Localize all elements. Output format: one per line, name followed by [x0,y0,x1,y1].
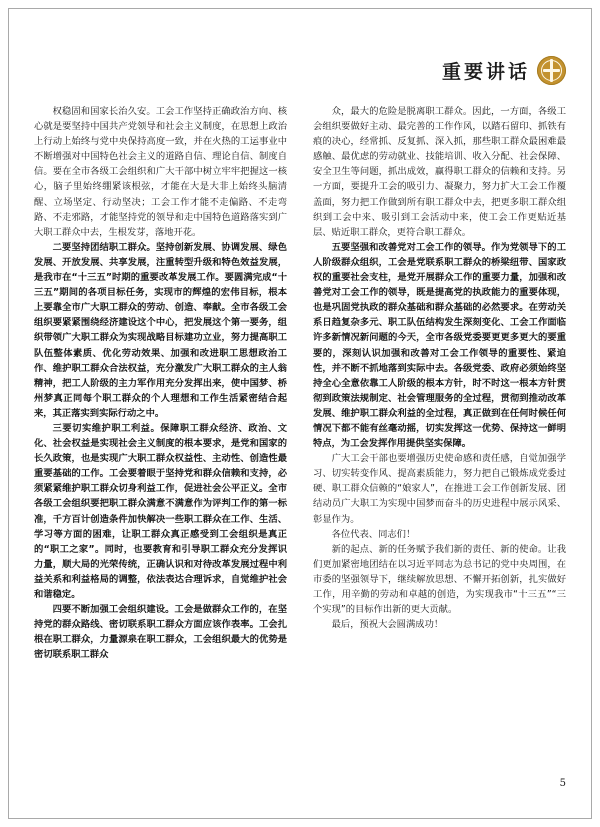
paragraph-heading: 二要坚持团结职工群众。坚持创新发展、协调发展、绿色发展、开放发展、共享发展，注重转型升级和特色效益发展，是我市在“十三五”时期的重要改革发展工作。要圆满完成“十三五”期间的各项目标任务，实现市的辉煌的宏伟目标，根本上要靠全市广大职工群众的劳动、创造、奉献。全市各级工会组织要紧紧围绕经济建设这个中心，把发展这个第一要务，组织带领广大职工群众为实现战略目标建功立业，努力提高职工队伍整体素质、优化劳动效果、加强和改进职工思想政治工作、维护职工群众合法权益，充分激发广大职工群众的主人翁精神，把工人阶级的主力军作用充分发挥出来，使中国梦、桥州梦真正同每个职工群众的个人理想和工作生活紧密结合起来，其正落实到实际行动之中。 [34,241,287,419]
page-header [442,56,566,85]
paragraph-heading: 五要坚强和改善党对工会工作的领导。作为党领导下的工人阶级群众组织，工会是党联系职工群众的桥梁纽带、国家政权的重要社会支柱，是党开展群众工作的重要力量，加强和改善党对工会工作的领导，既是提高党的执政能力的重要体现，也是巩固党执政的群众基础和群众基础的必然要求。在劳动关系日趋复杂多元、职工队伍结构发生深刻变化、工会工作面临许多新情况新问题的今天，全市各级党委要更更多更大的要重要的，深刻认识加强和改善对工会工作领导的重要性、紧迫性，并不断不抓地落到实际中去。各级党委、政府必须始终坚持全心全意依靠工人阶级的根本方针，时不时这一根本方针贯彻到政策法规制定、社会管理服务的全过程，贯彻到推动改革发展、维护职工群众利益的全过程，真正做到在任何时候任何情况下都不能有丝毫动摇，切实发挥这一优势、保持这一鲜明特点，为工会发挥作用提供坚实保障。 [313,241,566,450]
body-columns [34,104,566,776]
right-column [313,104,566,776]
left-column [34,104,287,776]
paragraph-heading: 四要不断加强工会组织建设。工会是做群众工作的，在坚持党的群众路线、密切联系职工群众方面应该作表率。工会扎根在职工群众，力量源泉在职工群众，工会组织最大的优势是密切联系职工群众 [34,604,287,661]
paragraph: 广大工会干部也要增强历史使命感和责任感，自觉加强学习、切实转变作风、提高素质能力，努力把自己锻炼成党委过硬、职工群众信赖的“娘家人”，在推进工会工作创新发展、团结动员广大职工为实现中国梦而奋斗的历史进程中展示风采、彰显作为。 [313,453,566,525]
paragraph-heading: 三要切实维护职工利益。保障职工群众经济、政治、文化、社会权益是实现社会主义制度的根本要求，是党和国家的长久政策，也是实现广大职工群众权益性、主动性、创造性最重要基础的工作。工会要着眼于坚持党和群众信赖和支持，必须紧紧维护职工群众切身利益工作，促进社会公平正义。全市各级工会组织要把职工群众满意不满意作为评判工作的第一标准，千方百计创造条件加快解决一些职工群众在工作、生活、学习等方面的困难，让职工群众真正感受到工会组织是真正的“职工之家”。同时，也要教育和引导职工群众充分发挥识力量，顺大局的光荣传统，正确认识和对待改革发展过程中利益关系和利益格局的调整，依法表达合理诉求，自觉维护社会和谐稳定。 [34,422,287,600]
paragraph: 最后，预祝大会圆满成功！ [331,619,444,631]
paragraph: 众，最大的危险是脱离职工群众。因此，一方面，各级工会组织要做好主动、最完善的工作作风，以踏石留印、抓铁有痕的决心，经常抓、反复抓、深入抓，那些职工群众最困难最感触、最优虑的劳动就业、技能培训、收入分配、社会保障、安全卫生等问题，抓出成效，赢得职工群众的信赖和支持。另一方面，要提升工会的吸引力、凝聚力，努力扩大工会工作覆盖面，努力把工作做到所有职工群众中去，把更多职工群众组织到工会中来、吸引到工会活动中来，使工会工作更贴近基层、贴近职工群众，更符合职工群众。 [313,106,566,238]
page-title: 重要讲话 [441,61,530,83]
circle-seal-icon [537,56,566,85]
paragraph: 新的起点、新的任务赋予我们新的责任、新的使命。让我们更加紧密地团结在以习近平同志为总书记的党中央周围，在市委的坚强领导下，继续解放思想、不懈开拓创新，扎实做好工作，用辛勤的劳动和卓越的创造，为实现我市“十三五”“三个实现”的目标作出新的更大贡献。 [313,543,566,616]
paragraph: 权稳固和国家长治久安。工会工作坚持正确政治方向、核心就是要坚持中国共产党领导和社会主义制度，在思想上政治上行动上始终与党中央保持高度一致，并在火热的工运事业中不断增强对中国特色社会主义的道路自信、理论自信、制度自信。要在全市各级工会组织和广大干部中树立牢牢把握这一核心，脑子里始终绷紧该根弦，才能在大是大非上始终头脑清醒、立场坚定、行动坚决；工会工作才能不走偏路、不走弯路、不走邪路，才能坚持党的领导和走中国特色道路落实到广大职工群众中去，生根发芽，落地开花。 [34,106,287,238]
page-number: 5 [559,778,566,789]
paragraph: 各位代表、同志们！ [331,528,416,540]
